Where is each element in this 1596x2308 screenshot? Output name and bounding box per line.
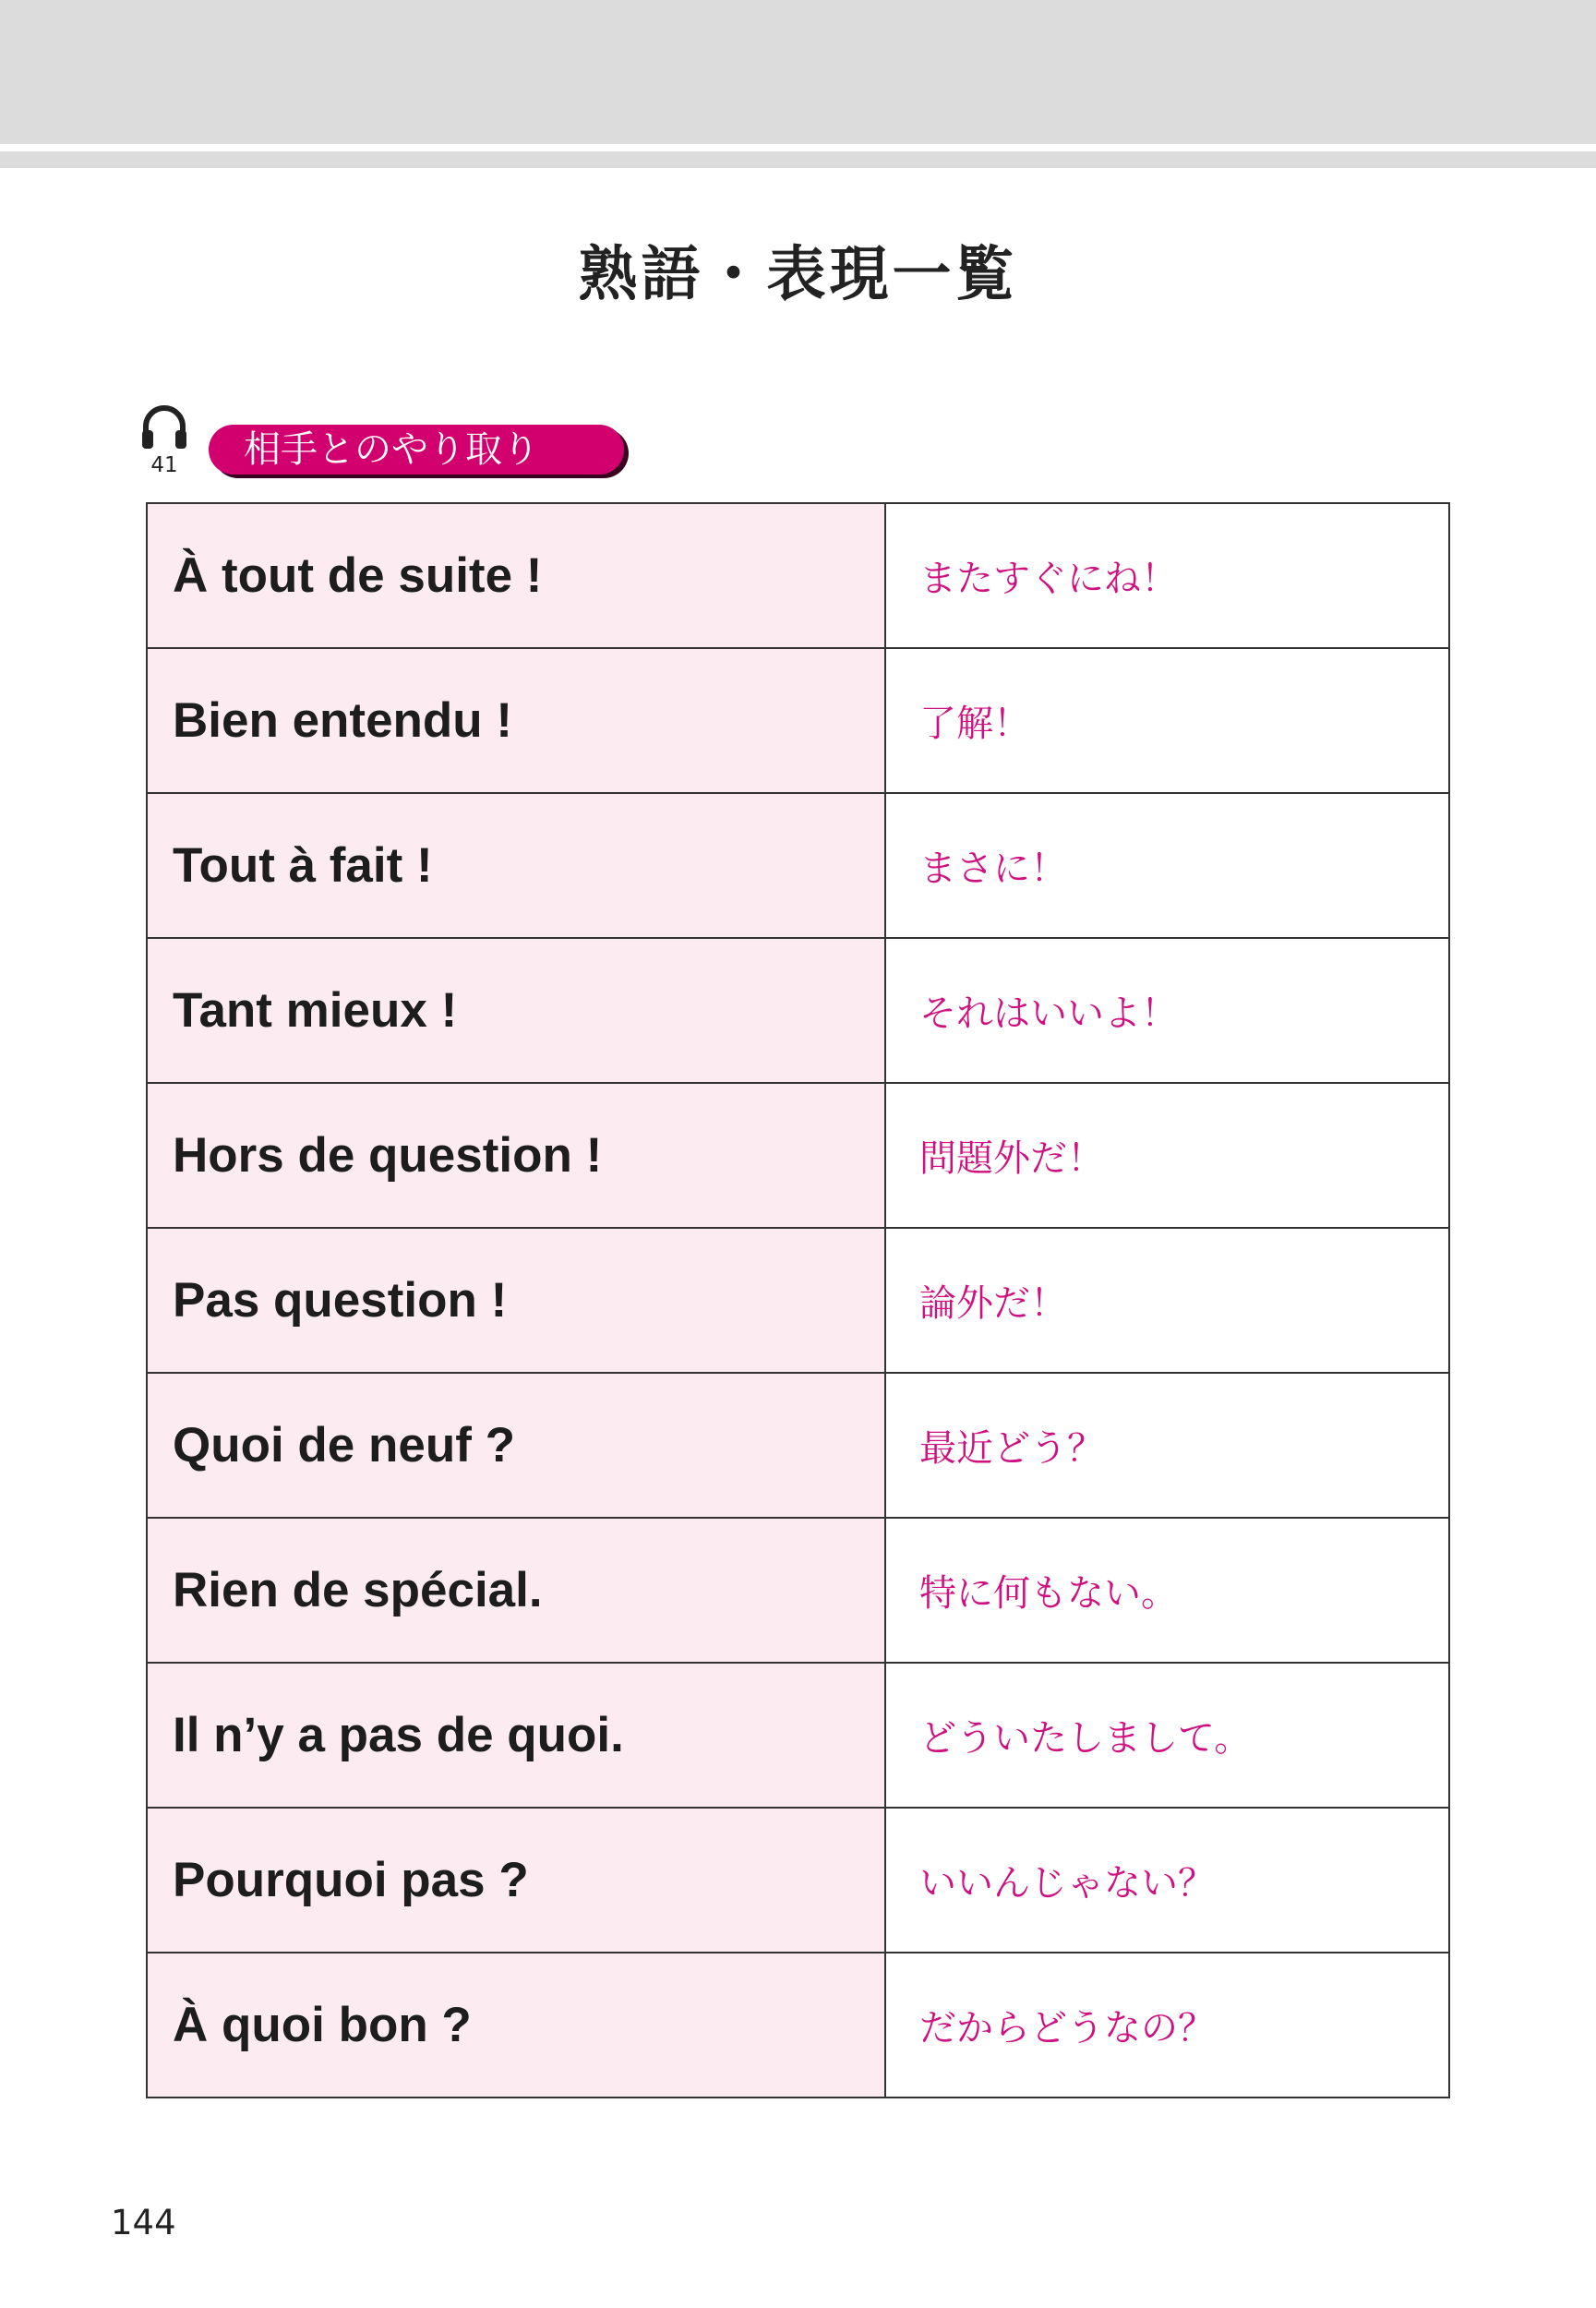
japanese-translation: 了解！ — [886, 649, 1450, 794]
page-number: 144 — [111, 2203, 176, 2242]
japanese-translation: またすぐにね！ — [886, 504, 1450, 649]
french-phrase: Hors de question ! — [148, 1084, 886, 1229]
french-phrase: Tout à fait ! — [148, 794, 886, 939]
headphones-icon — [140, 403, 188, 451]
header-divider — [0, 151, 1596, 168]
page-title: 熟語・表現一覧 — [578, 241, 1018, 309]
french-phrase: Pas question ! — [148, 1229, 886, 1374]
japanese-translation: 最近どう？ — [886, 1374, 1450, 1519]
french-phrase: Quoi de neuf ? — [148, 1374, 886, 1519]
french-phrase: À quoi bon ? — [148, 1953, 886, 2098]
table-row — [148, 1664, 1450, 1809]
japanese-translation: いいんじゃない？ — [886, 1809, 1450, 1953]
japanese-translation: だからどうなの？ — [886, 1953, 1450, 2098]
french-phrase: Bien entendu ! — [148, 649, 886, 794]
table-row — [148, 649, 1450, 794]
french-phrase: Tant mieux ! — [148, 939, 886, 1084]
audio-track-marker[interactable] — [137, 403, 192, 478]
japanese-translation: 論外だ！ — [886, 1229, 1450, 1374]
audio-track-number: 41 — [150, 453, 178, 477]
table-row — [148, 794, 1450, 939]
japanese-translation: 問題外だ！ — [886, 1084, 1450, 1229]
japanese-translation: 特に何もない。 — [886, 1519, 1450, 1664]
table-row — [148, 1953, 1450, 2098]
table-row — [148, 939, 1450, 1084]
french-phrase: À tout de suite ! — [148, 504, 886, 649]
table-row — [148, 1519, 1450, 1664]
phrase-table — [146, 502, 1450, 2098]
table-row — [148, 1229, 1450, 1374]
section-heading: 相手とのやり取り — [209, 425, 624, 475]
table-row — [148, 504, 1450, 649]
table-row — [148, 1374, 1450, 1519]
french-phrase: Pourquoi pas ? — [148, 1809, 886, 1953]
header-band — [0, 0, 1596, 144]
french-phrase: Rien de spécial. — [148, 1519, 886, 1664]
japanese-translation: それはいいよ！ — [886, 939, 1450, 1084]
french-phrase: Il n’y a pas de quoi. — [148, 1664, 886, 1809]
table-row — [148, 1084, 1450, 1229]
table-row — [148, 1809, 1450, 1953]
japanese-translation: どういたしまして。 — [886, 1664, 1450, 1809]
japanese-translation: まさに！ — [886, 794, 1450, 939]
